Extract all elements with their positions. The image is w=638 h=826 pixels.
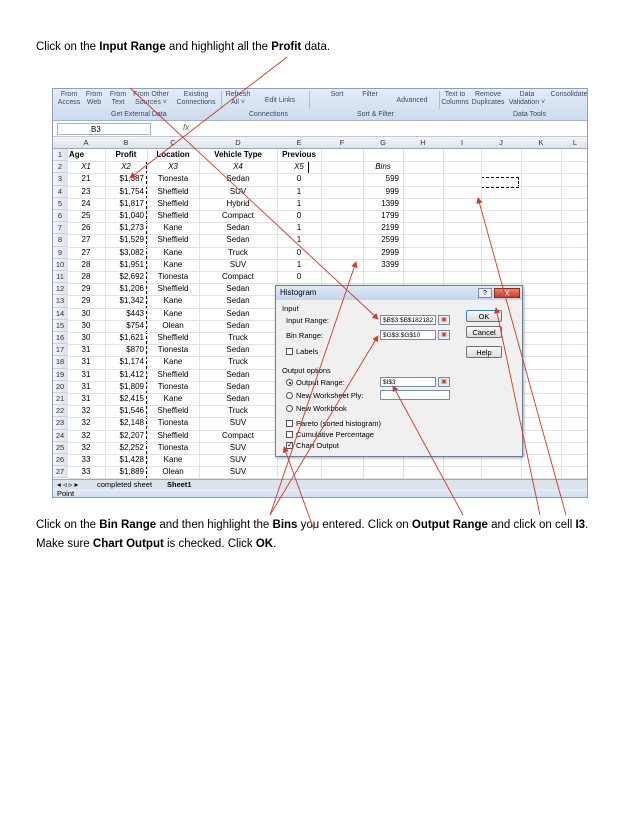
row-number[interactable]: 22	[53, 405, 67, 417]
row-number[interactable]: 8	[53, 234, 67, 246]
cell[interactable]: Sheffield	[157, 406, 189, 416]
cell[interactable]: Profit	[115, 150, 137, 159]
column-header-g[interactable]: G	[380, 138, 386, 147]
consolidate-button[interactable]: Consolidate	[550, 91, 588, 98]
from-other-sources-button[interactable]: From Other Sources ˅	[133, 91, 169, 106]
row-number[interactable]: 26	[53, 454, 67, 466]
dialog-close-icon[interactable]: X	[494, 288, 520, 298]
group-get-external-data: Get External Data	[111, 111, 167, 118]
cell[interactable]: Truck	[228, 406, 248, 416]
cell[interactable]: Kane	[163, 308, 183, 318]
sheet-tabs	[53, 479, 588, 489]
remove-duplicates-button[interactable]: Remove Duplicates	[471, 91, 505, 106]
row-number[interactable]: 10	[53, 259, 67, 271]
group-connections: Connections	[249, 111, 288, 118]
cell[interactable]: Compact	[221, 211, 254, 220]
cell[interactable]: $2,692	[119, 272, 144, 281]
cell[interactable]: 29	[81, 284, 91, 294]
row-number[interactable]: 5	[53, 198, 67, 210]
cell[interactable]: 27	[81, 247, 91, 257]
tab-sheet1[interactable]: Sheet1	[167, 480, 192, 489]
cell[interactable]: 1	[296, 186, 302, 196]
cell[interactable]: 0	[296, 211, 302, 220]
new-worksheet-label: New Worksheet Ply:	[296, 391, 364, 400]
fx-icon[interactable]: fx	[183, 123, 190, 132]
new-workbook-label: New Workbook	[296, 404, 347, 413]
row-number[interactable]: 14	[53, 308, 67, 320]
cell[interactable]: $1,621	[119, 333, 144, 342]
cell[interactable]: SUV	[229, 442, 247, 452]
help-button[interactable]: Help	[466, 346, 502, 358]
cell[interactable]: Location	[156, 150, 190, 159]
cell[interactable]: 0	[296, 272, 302, 281]
cell[interactable]: 27	[81, 235, 91, 245]
row-number[interactable]: 17	[53, 344, 67, 356]
cell[interactable]: 31	[81, 357, 91, 367]
cell[interactable]: Sedan	[226, 320, 250, 330]
cell[interactable]: 0	[296, 174, 302, 184]
existing-connections-button[interactable]: Existing Connections	[176, 91, 216, 106]
cell[interactable]: Age	[69, 150, 85, 159]
cell[interactable]: $1,342	[119, 296, 144, 306]
cell[interactable]: Bins	[375, 162, 391, 172]
cell[interactable]: 2199	[381, 223, 399, 233]
dialog-title: Histogram	[276, 286, 522, 300]
cell[interactable]: 30	[81, 333, 91, 342]
cell[interactable]: 25	[81, 211, 91, 220]
cell[interactable]: 31	[81, 381, 91, 391]
cell[interactable]: Compact	[221, 272, 254, 281]
cell[interactable]: 1	[296, 259, 302, 269]
cell[interactable]: Kane	[163, 296, 183, 306]
cell[interactable]: Tionesta	[157, 345, 189, 355]
labels-label: Labels	[296, 347, 319, 356]
input-range-label: Input Range:	[286, 316, 329, 325]
name-box[interactable]: B3	[57, 123, 151, 135]
cell[interactable]: 26	[81, 223, 91, 233]
new-worksheet-radio[interactable]	[286, 392, 293, 399]
cell[interactable]: 28	[81, 272, 91, 281]
cell[interactable]: 21	[81, 174, 91, 184]
column-header-h[interactable]: H	[420, 138, 426, 147]
cell[interactable]: $2,252	[119, 442, 144, 452]
column-header-k[interactable]: K	[538, 138, 544, 147]
row-number[interactable]: 16	[53, 332, 67, 344]
group-data-tools: Data Tools	[513, 111, 546, 118]
row-number[interactable]: 19	[53, 369, 67, 381]
row-number[interactable]: 9	[53, 247, 67, 259]
sort-button[interactable]: Sort	[330, 91, 344, 98]
cell[interactable]: 2599	[381, 235, 399, 245]
labels-checkbox[interactable]	[286, 348, 293, 355]
cell[interactable]: Vehicle Type	[214, 150, 262, 159]
column-header-b[interactable]: B	[123, 138, 129, 147]
output-range-picker-icon[interactable]: ▣	[438, 377, 450, 387]
cell[interactable]: $754	[126, 320, 144, 330]
row-number[interactable]: 3	[53, 173, 67, 185]
cell[interactable]: $1,529	[119, 235, 144, 245]
cell[interactable]: Kane	[163, 247, 183, 257]
cell[interactable]: Truck	[228, 247, 248, 257]
row-number[interactable]: 12	[53, 283, 67, 295]
row-number[interactable]: 15	[53, 320, 67, 332]
cell[interactable]: SUV	[229, 418, 247, 428]
cell[interactable]: Sedan	[226, 223, 250, 233]
column-header-f[interactable]: F	[339, 138, 345, 147]
column-header-j[interactable]: J	[499, 138, 503, 147]
cell[interactable]: X1	[81, 162, 91, 172]
input-range-field[interactable]: $B$3:$B$182182	[380, 315, 436, 325]
ribbon	[53, 89, 588, 121]
cell[interactable]: X5	[294, 162, 304, 172]
new-workbook-radio[interactable]	[286, 405, 293, 412]
cell[interactable]: 1	[296, 223, 302, 233]
cell[interactable]: $1,754	[119, 186, 144, 196]
cumulative-label: Cumulative Percentage	[296, 430, 374, 439]
cell[interactable]: SUV	[229, 455, 247, 464]
output-options-label: Output options	[282, 366, 331, 375]
cell[interactable]: $2,207	[119, 430, 144, 440]
cell[interactable]: Sedan	[226, 381, 250, 391]
cell[interactable]: Kane	[163, 259, 183, 269]
cell[interactable]: Tionesta	[157, 442, 189, 452]
cell[interactable]: Olean	[162, 467, 184, 477]
cell[interactable]: $3,082	[119, 247, 144, 257]
tab-completed-sheet[interactable]: completed sheet	[97, 480, 153, 489]
advanced-button[interactable]: Advanced	[396, 97, 428, 104]
column-header-i[interactable]: I	[460, 138, 464, 147]
cell[interactable]: Tionesta	[157, 272, 189, 281]
cumulative-checkbox[interactable]	[286, 431, 293, 438]
ok-button[interactable]: OK	[466, 310, 502, 322]
cell[interactable]: Hybrid	[226, 198, 250, 208]
cell[interactable]: $2,415	[119, 394, 144, 403]
data-validation-button[interactable]: Data Validation ˅	[508, 91, 546, 106]
cell[interactable]: Tionesta	[157, 381, 189, 391]
excel-screenshot	[52, 88, 588, 498]
text-to-columns-button[interactable]: Text to Columns	[441, 91, 469, 106]
cell[interactable]: 31	[81, 394, 91, 403]
column-header-l[interactable]: L	[572, 138, 578, 147]
column-headers	[53, 137, 588, 149]
pareto-label: Pareto (sorted histogram)	[296, 419, 382, 428]
cell[interactable]: 24	[81, 198, 91, 208]
cell[interactable]: SUV	[229, 259, 247, 269]
cell[interactable]: Truck	[228, 357, 248, 367]
cell[interactable]: 32	[81, 418, 91, 428]
status-bar	[53, 489, 588, 498]
cell[interactable]: 33	[81, 467, 91, 477]
cell[interactable]: Kane	[163, 357, 183, 367]
cell[interactable]: 30	[81, 320, 91, 330]
cell[interactable]: Compact	[221, 430, 254, 440]
cell[interactable]: 31	[81, 345, 91, 355]
column-header-d[interactable]: D	[235, 138, 241, 147]
cell[interactable]: 33	[81, 455, 91, 464]
cell[interactable]: Previous	[282, 150, 316, 159]
cell[interactable]: $1,174	[119, 357, 144, 367]
cell[interactable]: X4	[233, 162, 243, 172]
from-text-button[interactable]: From Text	[109, 91, 127, 106]
instruction-bottom: Click on the Bin Range and then highlight the Bins you entered. Click on Output Range and click on cell I3. Make sure Chart Output is checked. Click OK.	[36, 519, 589, 550]
cell[interactable]: Sedan	[226, 174, 250, 184]
cell[interactable]: $2,148	[119, 418, 144, 428]
row-number[interactable]: 1	[53, 149, 67, 161]
cell[interactable]: $1,889	[119, 467, 144, 477]
cell[interactable]: $1,206	[119, 284, 144, 294]
row-number[interactable]: 21	[53, 393, 67, 405]
bin-range-picker-icon[interactable]: ▣	[438, 330, 450, 340]
cell[interactable]: 1399	[381, 198, 399, 208]
cell[interactable]: $1,387	[119, 174, 144, 184]
cell[interactable]: Sedan	[226, 235, 250, 245]
cell[interactable]: Sedan	[226, 284, 250, 294]
cell[interactable]: Sedan	[226, 369, 250, 379]
cell[interactable]: 3399	[381, 259, 399, 269]
row-number[interactable]: 20	[53, 381, 67, 393]
row-number[interactable]: 2	[53, 161, 67, 173]
cell[interactable]: SUV	[229, 467, 247, 477]
cell[interactable]: Kane	[163, 223, 183, 233]
cell[interactable]: $870	[126, 345, 144, 355]
bin-range-field[interactable]: $G$3:$G$10	[380, 330, 436, 340]
instruction-top: Click on the Input Range and highlight all the Profit data.	[36, 41, 331, 53]
formula-bar	[53, 121, 588, 137]
cell[interactable]: Tionesta	[157, 418, 189, 428]
output-range-field[interactable]: $I$3	[380, 377, 436, 387]
row-number[interactable]: 13	[53, 295, 67, 307]
cell[interactable]: $1,951	[119, 259, 144, 269]
cell[interactable]: Sheffield	[157, 369, 189, 379]
cell[interactable]: SUV	[229, 186, 247, 196]
cell[interactable]: $1,809	[119, 381, 144, 391]
cell[interactable]: X2	[121, 162, 131, 172]
cell[interactable]: Tionesta	[157, 174, 189, 184]
new-worksheet-field[interactable]	[380, 390, 450, 400]
cell[interactable]: $1,546	[119, 406, 144, 416]
filter-button[interactable]: Filter	[362, 91, 378, 98]
cell[interactable]: Sheffield	[157, 211, 189, 220]
column-header-e[interactable]: E	[296, 138, 302, 147]
cell[interactable]: 30	[81, 308, 91, 318]
cell[interactable]: Kane	[163, 394, 183, 403]
pareto-checkbox[interactable]	[286, 420, 293, 427]
input-group-label: Input	[282, 304, 299, 313]
status-text: Point	[57, 489, 75, 498]
cell[interactable]: 0	[296, 247, 302, 257]
group-sort-filter: Sort & Filter	[357, 111, 394, 118]
row-number[interactable]: 6	[53, 210, 67, 222]
cell[interactable]: 599	[385, 174, 399, 184]
dialog-help-icon[interactable]: ?	[478, 288, 492, 298]
cell[interactable]: Sedan	[226, 308, 250, 318]
cell[interactable]: 32	[81, 406, 91, 416]
cell[interactable]: $1,040	[119, 211, 144, 220]
cancel-button[interactable]: Cancel	[466, 326, 502, 338]
cell[interactable]: Sheffield	[157, 284, 189, 294]
output-range-radio[interactable]	[286, 379, 293, 386]
cell[interactable]: X3	[168, 162, 178, 172]
cell[interactable]: Sedan	[226, 296, 250, 306]
cell[interactable]: 32	[81, 442, 91, 452]
cell[interactable]: $1,817	[119, 198, 144, 208]
cell[interactable]: 1	[296, 235, 302, 245]
output-range-label: Output Range:	[296, 378, 345, 387]
cell[interactable]: Truck	[228, 333, 248, 342]
cell[interactable]: 999	[385, 186, 399, 196]
row-number[interactable]: 27	[53, 466, 67, 478]
row-number[interactable]: 18	[53, 356, 67, 368]
edit-links-button[interactable]: Edit Links	[264, 97, 296, 104]
cell[interactable]: Sheffield	[157, 198, 189, 208]
bin-range-label: Bin Range:	[286, 331, 324, 340]
cell[interactable]: 32	[81, 430, 91, 440]
cell[interactable]: 31	[81, 369, 91, 379]
cell[interactable]: $443	[126, 308, 144, 318]
from-web-button[interactable]: From Web	[85, 91, 103, 106]
cell[interactable]: $1,428	[119, 455, 144, 464]
chart-output-checkbox[interactable]: ✓	[287, 442, 293, 449]
cell[interactable]: Sheffield	[157, 333, 189, 342]
cell[interactable]: $1,273	[119, 223, 144, 233]
chart-output-label: Chart Output	[296, 441, 339, 450]
cell[interactable]: Sheffield	[157, 430, 189, 440]
cell[interactable]: 1799	[381, 211, 399, 220]
cell[interactable]: Olean	[162, 320, 184, 330]
cell[interactable]: Sedan	[226, 394, 250, 403]
column-header-c[interactable]: C	[170, 138, 176, 147]
cell[interactable]: 1	[296, 198, 302, 208]
row-number[interactable]: 24	[53, 430, 67, 442]
refresh-all-button[interactable]: Refresh All ˅	[225, 91, 251, 106]
from-access-button[interactable]: From Access	[57, 91, 81, 106]
input-range-picker-icon[interactable]: ▣	[438, 315, 450, 325]
cell[interactable]: Kane	[163, 455, 183, 464]
row-number[interactable]: 7	[53, 222, 67, 234]
tab-scroll-arrows[interactable]: ◂ ◃ ▹ ▸	[57, 480, 79, 489]
column-header-a[interactable]: A	[83, 138, 89, 147]
row-number[interactable]: 25	[53, 442, 67, 454]
cell[interactable]: Sedan	[226, 345, 250, 355]
row-number[interactable]: 11	[53, 271, 67, 283]
histogram-dialog	[275, 285, 523, 457]
row-number[interactable]: 4	[53, 186, 67, 198]
cell[interactable]: 29	[81, 296, 91, 306]
cell[interactable]: 2999	[381, 247, 399, 257]
cell[interactable]: $1,412	[119, 369, 144, 379]
cell[interactable]: Sheffield	[157, 186, 189, 196]
cell[interactable]: 23	[81, 186, 91, 196]
row-number[interactable]: 23	[53, 417, 67, 429]
cell[interactable]: Sheffield	[157, 235, 189, 245]
cell[interactable]: 28	[81, 259, 91, 269]
